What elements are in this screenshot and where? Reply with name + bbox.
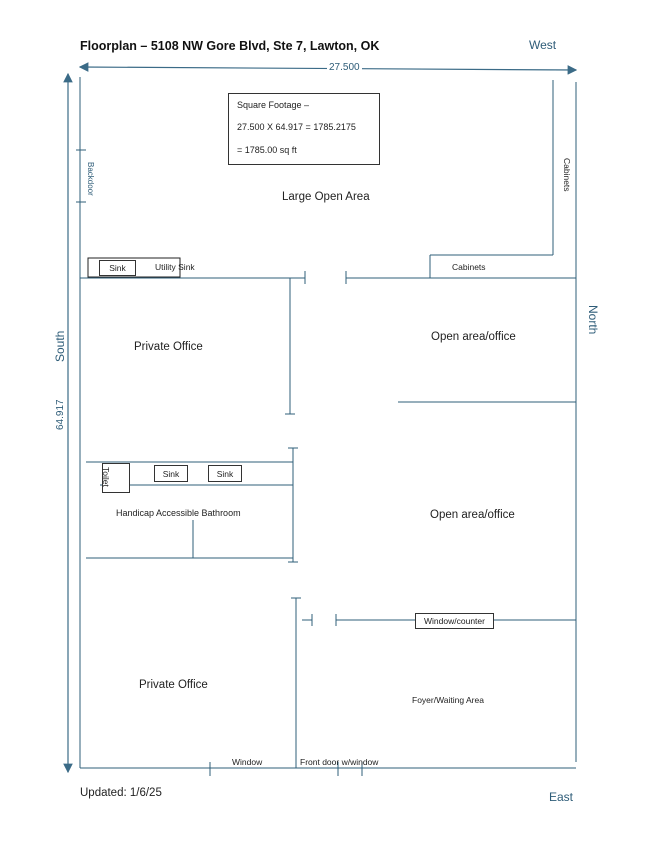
length-dimension-label: 64.917 xyxy=(55,399,66,430)
toilet xyxy=(102,463,130,493)
compass-north: North xyxy=(586,305,600,335)
page-title: Floorplan – 5108 NW Gore Blvd, Ste 7, Lawton, OK xyxy=(80,39,380,53)
side-cabinets-label: Cabinets xyxy=(562,158,572,192)
square-footage-calc: 27.500 X 64.917 = 1785.2175 xyxy=(237,122,356,132)
room-foyer: Foyer/Waiting Area xyxy=(412,695,484,705)
square-footage-heading: Square Footage – xyxy=(237,100,310,110)
width-dimension-label: 27.500 xyxy=(329,62,360,73)
compass-south: South xyxy=(53,330,67,362)
room-private-office-1: Private Office xyxy=(134,341,203,353)
square-footage-result: = 1785.00 sq ft xyxy=(237,145,297,155)
square-footage-box xyxy=(228,93,380,165)
window-counter: Window/counter xyxy=(415,613,494,629)
cabinets-label: Cabinets xyxy=(452,262,486,272)
room-bathroom: Handicap Accessible Bathroom xyxy=(116,508,241,518)
compass-west: West xyxy=(529,38,557,52)
updated-date: Updated: 1/6/25 xyxy=(80,787,162,799)
room-large-open-area: Large Open Area xyxy=(282,191,370,203)
bathroom-sink-2: Sink xyxy=(208,465,242,482)
bathroom-sink-1: Sink xyxy=(154,465,188,482)
backdoor-label: Backdoor xyxy=(86,162,95,196)
front-door-label: Front door w/window xyxy=(300,757,379,767)
utility-sink: Sink xyxy=(99,260,136,276)
room-private-office-2: Private Office xyxy=(139,679,208,691)
utility-sink-label: Utility Sink xyxy=(155,262,195,272)
compass-east: East xyxy=(549,790,574,804)
room-open-area-office-1: Open area/office xyxy=(431,331,516,343)
window-label: Window xyxy=(232,757,263,767)
toilet-label: Toilet xyxy=(101,467,112,487)
walls xyxy=(76,77,576,776)
room-open-area-office-2: Open area/office xyxy=(430,509,515,521)
